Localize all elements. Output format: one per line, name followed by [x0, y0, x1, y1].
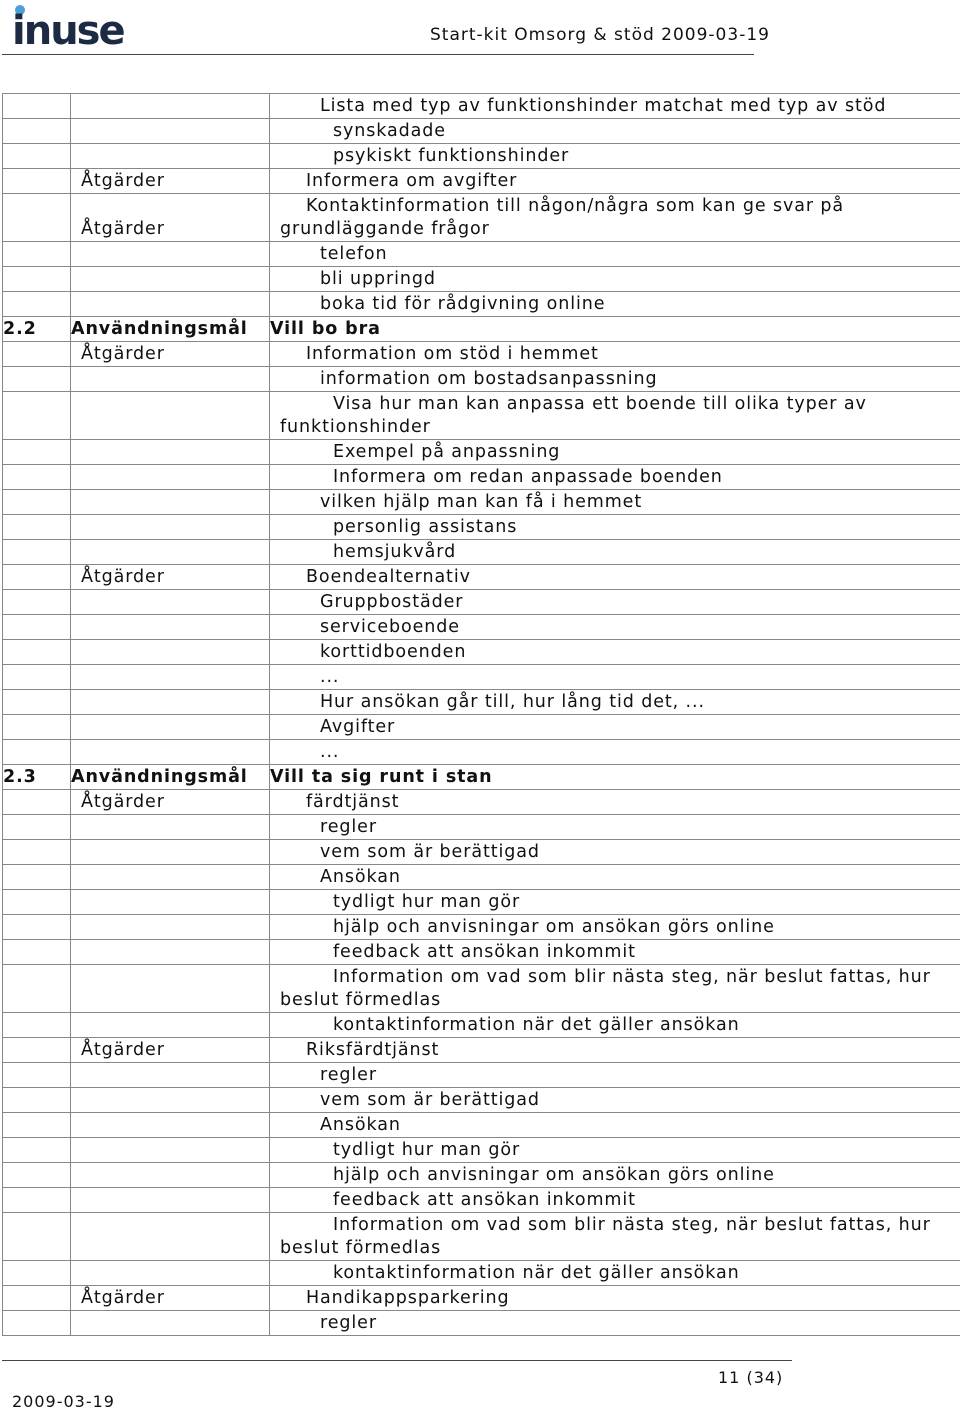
table-row: synskadade [3, 119, 960, 144]
table-row: psykiskt funktionshinder [3, 144, 960, 169]
row-label: Åtgärder [81, 171, 165, 191]
table-row: tydligt hur man gör [3, 1138, 960, 1163]
table-row: Lista med typ av funktionshinder matchat med typ av stöd [3, 94, 960, 119]
table-row: Gruppbostäder [3, 590, 960, 615]
table-row: Avgifter [3, 715, 960, 740]
table-row: Åtgärder färdtjänst [3, 790, 960, 815]
table-row: Informera om redan anpassade boenden [3, 465, 960, 490]
table-row: Åtgärder Information om stöd i hemmet [3, 342, 960, 367]
page-number: 11 (34) [718, 1368, 784, 1387]
header-title: Start-kit Omsorg & stöd 2009-03-19 [430, 25, 770, 45]
table-row: information om bostadsanpassning [3, 367, 960, 392]
table-row: regler [3, 1063, 960, 1088]
table-row: Information om vad som blir nästa steg, när beslut fattas, hur beslut förmedlas [3, 1213, 960, 1261]
row-label: Åtgärder [81, 792, 165, 812]
footer-date: 2009-03-19 [12, 1392, 115, 1411]
row-label: Åtgärder [81, 219, 165, 239]
table-row: Åtgärder Riksfärdtjänst [3, 1038, 960, 1063]
table-row: vilken hjälp man kan få i hemmet [3, 490, 960, 515]
svg-text:inuse: inuse [12, 8, 124, 50]
footer-divider [2, 1360, 792, 1361]
table-row: kontaktinformation när det gäller ansökan [3, 1261, 960, 1286]
table-row: bli uppringd [3, 267, 960, 292]
table-row: personlig assistans [3, 515, 960, 540]
table-row: kontaktinformation när det gäller ansökan [3, 1013, 960, 1038]
table-row: vem som är berättigad [3, 1088, 960, 1113]
table-row: Åtgärder Handikappsparkering [3, 1286, 960, 1311]
table-row: Exempel på anpassning [3, 440, 960, 465]
content-table [2, 93, 960, 1336]
table-row: regler [3, 1311, 960, 1336]
table-row: boka tid för rådgivning online [3, 292, 960, 317]
table-row: Information om vad som blir nästa steg, när beslut fattas, hur beslut förmedlas [3, 965, 960, 1013]
table-row: korttidboenden [3, 640, 960, 665]
table-row: Hur ansökan går till, hur lång tid det, ... [3, 690, 960, 715]
table-row: telefon [3, 242, 960, 267]
row-label: Åtgärder [81, 1040, 165, 1060]
table-row: Visa hur man kan anpassa ett boende till olika typer av funktionshinder [3, 392, 960, 440]
section-heading-row: 2.2 Användningsmål Vill bo bra [3, 317, 960, 342]
table-row: serviceboende [3, 615, 960, 640]
table-row: feedback att ansökan inkommit [3, 1188, 960, 1213]
table-row: ... [3, 740, 960, 765]
row-label: Åtgärder [81, 1288, 165, 1308]
row-label: Åtgärder [81, 567, 165, 587]
table-row: Åtgärder Boendealternativ [3, 565, 960, 590]
table-row: hjälp och anvisningar om ansökan görs online [3, 915, 960, 940]
row-label: Åtgärder [81, 344, 165, 364]
table-row: hemsjukvård [3, 540, 960, 565]
table-row: Ansökan [3, 1113, 960, 1138]
table-row: ... [3, 665, 960, 690]
table-row: Åtgärder Informera om avgifter [3, 169, 960, 194]
table-row: Åtgärder Kontaktinformation till någon/några som kan ge svar på grundläggande frågor [3, 194, 960, 242]
table-row: tydligt hur man gör [3, 890, 960, 915]
inuse-logo [12, 2, 127, 50]
header-divider [2, 54, 754, 55]
section-heading-row: 2.3 Användningsmål Vill ta sig runt i stan [3, 765, 960, 790]
table-row: vem som är berättigad [3, 840, 960, 865]
table-row: regler [3, 815, 960, 840]
table-row: feedback att ansökan inkommit [3, 940, 960, 965]
table-row: hjälp och anvisningar om ansökan görs online [3, 1163, 960, 1188]
table-row: Ansökan [3, 865, 960, 890]
